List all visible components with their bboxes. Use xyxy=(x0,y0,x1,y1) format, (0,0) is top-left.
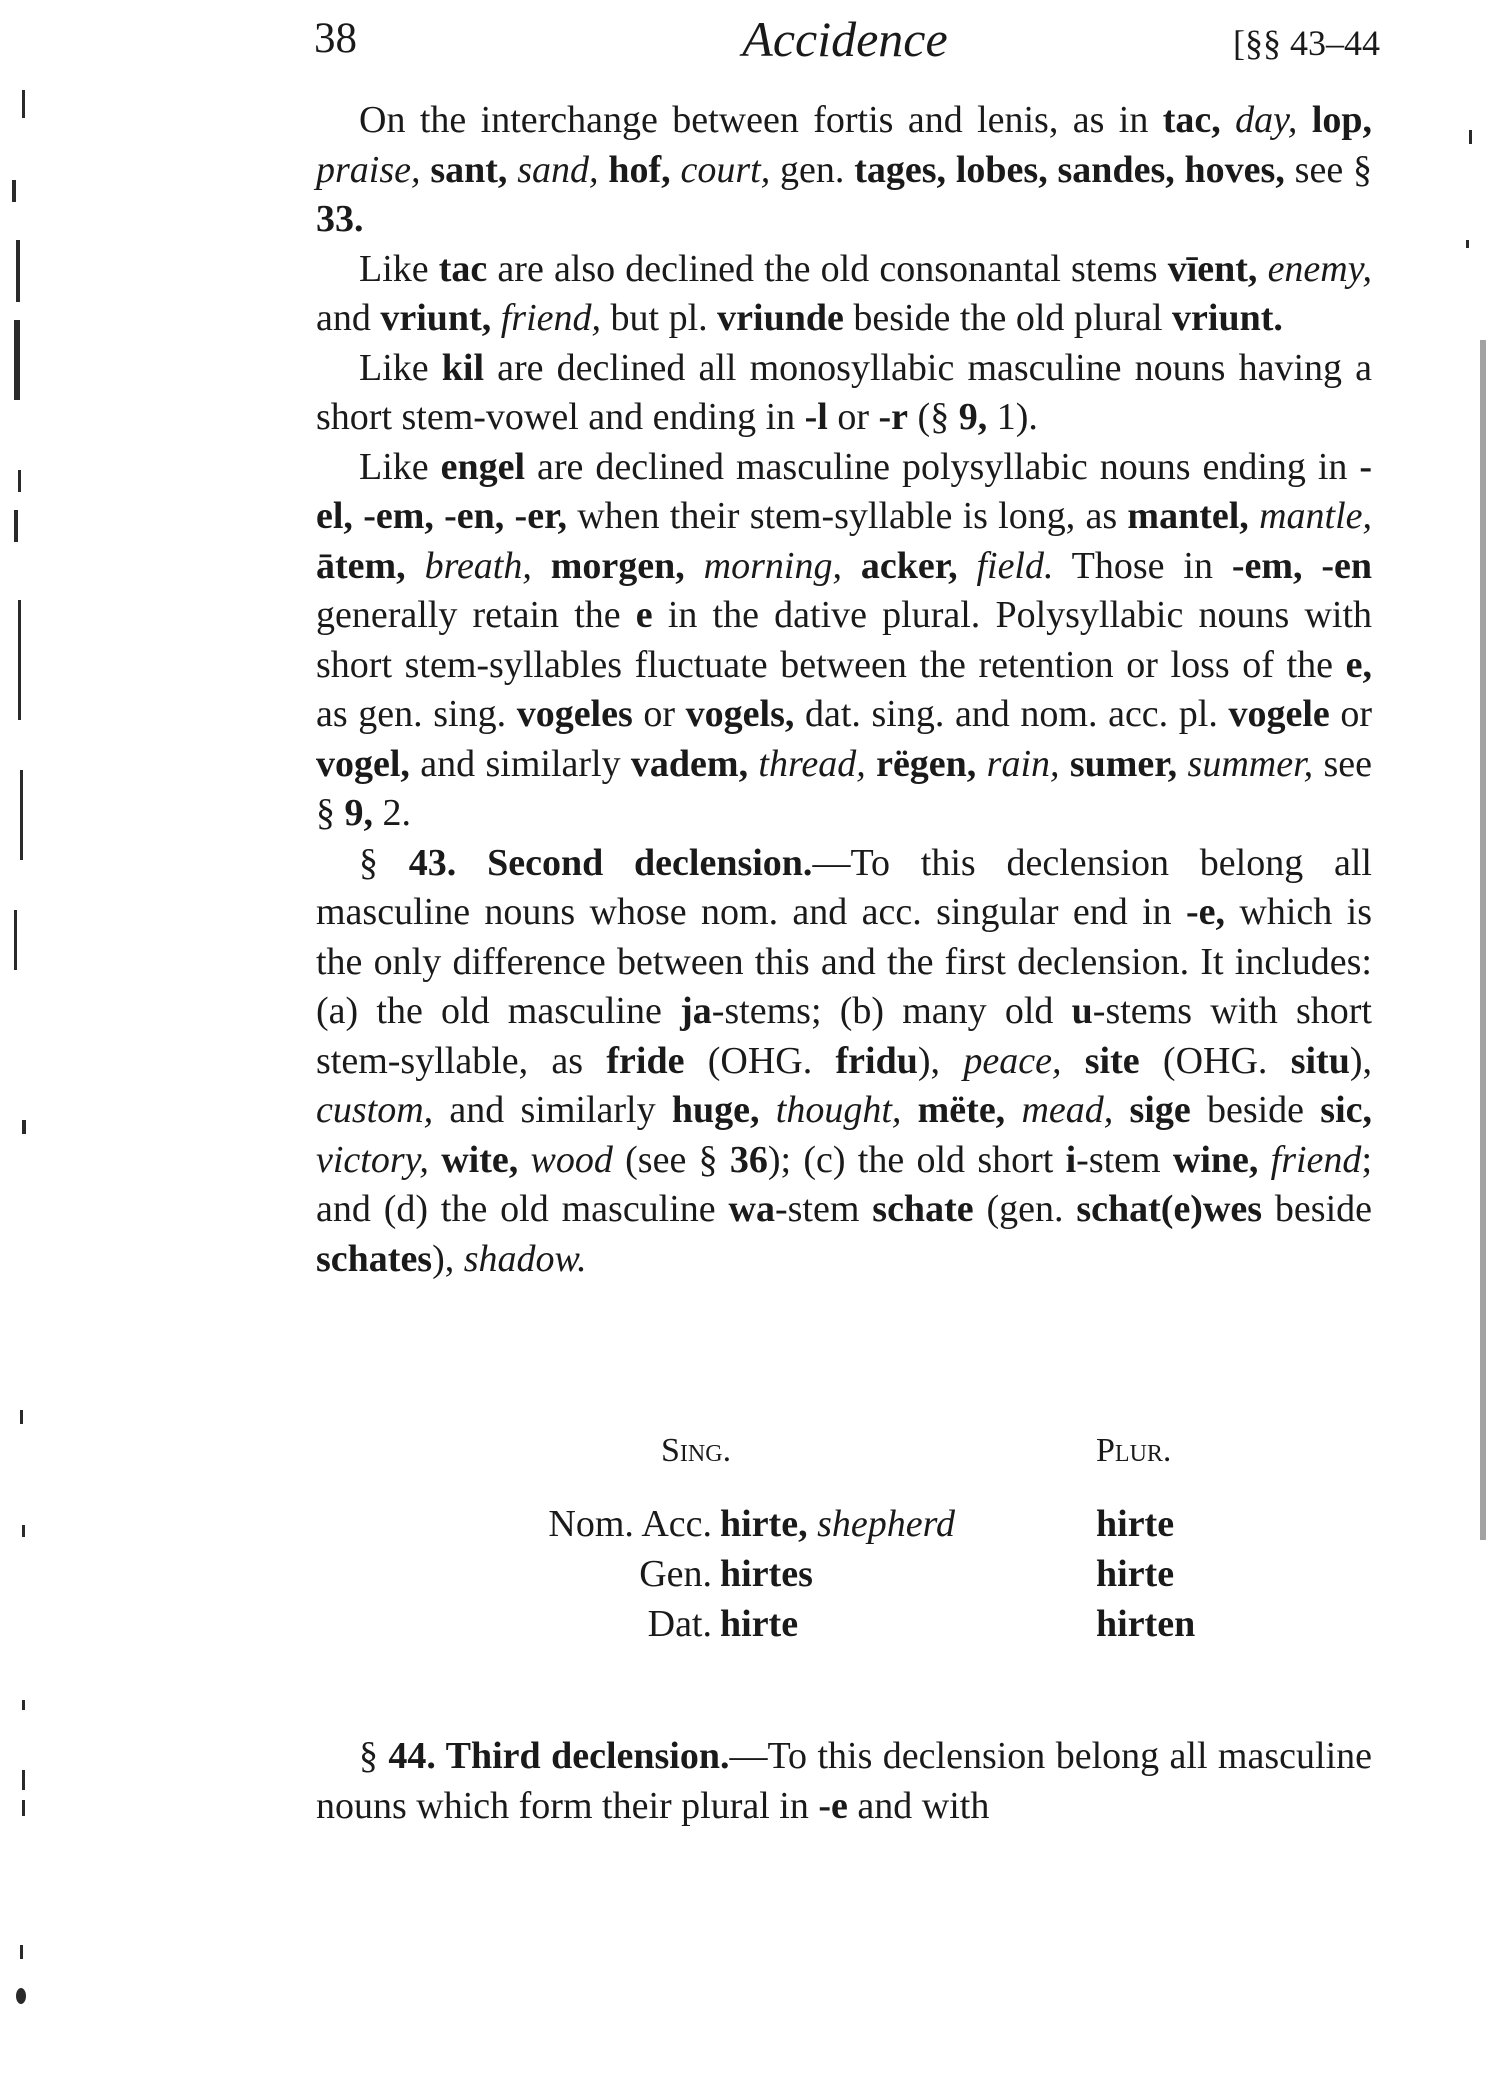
bold-term: -el, -em, -en, -er, xyxy=(316,445,1372,537)
text-run: see § xyxy=(316,742,1373,834)
text-run xyxy=(958,545,977,587)
text-run: are declined masculine polysyllabic nouns ending in xyxy=(525,445,1360,488)
text-run: in the dative plural. Polysyllabic nouns with short stem-syllables fluctuate between the retention or loss of the xyxy=(316,594,1373,686)
text-run: On the interchange between fortis and lenis, as in xyxy=(359,99,1163,141)
italic-gloss: thread, xyxy=(758,742,866,785)
scan-speck xyxy=(20,770,23,860)
bold-term: -r xyxy=(878,396,909,438)
scan-speck xyxy=(22,1770,25,1790)
bold-term: -e, xyxy=(1186,891,1226,933)
text-run xyxy=(406,545,425,587)
bold-term: schat(e)wes xyxy=(1076,1188,1263,1230)
text-run: -stems; (b) many old xyxy=(711,990,1072,1032)
singular-word: hirte, xyxy=(720,1503,808,1545)
case-label: Nom. Acc. xyxy=(548,1503,712,1545)
bold-term: hof, xyxy=(608,148,671,191)
running-header xyxy=(310,6,1380,76)
bold-term: e, xyxy=(1345,643,1372,686)
running-title: Accidence xyxy=(742,11,948,67)
scan-speck xyxy=(22,90,25,118)
italic-gloss: praise, xyxy=(316,148,421,191)
scan-speck xyxy=(16,240,20,302)
bold-term: tages, lobes, sandes, hoves, xyxy=(854,148,1285,191)
paragraph xyxy=(316,1732,1372,1831)
singular-form: hirtes xyxy=(720,1553,813,1595)
scan-speck xyxy=(12,180,16,202)
text-run xyxy=(671,149,681,191)
bold-term: 33. xyxy=(316,198,364,240)
text-run: or xyxy=(1329,693,1373,735)
plural-form: hirte xyxy=(1096,1553,1175,1595)
text-run xyxy=(518,1139,530,1181)
text-run: which is the only difference between this and the first declension. It includes: (a) the old masculine xyxy=(316,891,1372,1032)
bold-term: vīent, xyxy=(1167,247,1258,290)
bold-term: wite, xyxy=(441,1138,519,1181)
scan-speck xyxy=(14,910,17,970)
text-run xyxy=(429,1139,441,1181)
bold-term: vogeles xyxy=(516,693,633,735)
text-run: -stems with short stem-syllable, as xyxy=(316,990,1372,1082)
paragraph xyxy=(316,245,1372,344)
text-run xyxy=(1297,99,1311,141)
text-run: Like xyxy=(359,445,441,488)
text-run: (see § xyxy=(612,1138,730,1181)
text-run xyxy=(1257,248,1267,290)
bold-term: kil xyxy=(441,346,485,389)
text-run xyxy=(507,149,517,191)
text-run: ); (c) the old short xyxy=(767,1138,1066,1181)
text-run: but pl. xyxy=(601,297,718,339)
singular-header: Sing. xyxy=(661,1432,732,1469)
text-run: dat. sing. and nom. acc. pl. xyxy=(794,693,1229,735)
italic-gloss: wood xyxy=(530,1138,613,1181)
page-number: 38 xyxy=(314,15,357,62)
italic-gloss: mead, xyxy=(1021,1089,1114,1131)
closing-paragraph-container xyxy=(316,1732,1372,1831)
italic-gloss: thought, xyxy=(775,1089,902,1131)
text-run: beside the old plural xyxy=(843,297,1173,339)
italic-gloss: custom, xyxy=(316,1089,434,1131)
bold-term: morgen, xyxy=(550,544,685,587)
text-run: ), xyxy=(1349,1039,1372,1082)
paragraph xyxy=(316,443,1372,839)
italic-gloss: peace, xyxy=(963,1039,1062,1082)
text-run: (OHG. xyxy=(1139,1039,1291,1082)
text-run xyxy=(1060,743,1070,785)
scan-speck xyxy=(14,510,18,542)
text-run xyxy=(491,297,501,339)
case-label: Gen. xyxy=(639,1553,712,1595)
scan-speck xyxy=(16,1988,26,2004)
bold-term: rëgen, xyxy=(876,742,977,785)
text-run xyxy=(1005,1089,1021,1131)
text-run: § xyxy=(359,1735,389,1777)
text-run: ), xyxy=(917,1039,964,1082)
bold-term: -e xyxy=(818,1784,848,1827)
italic-gloss: friend xyxy=(1270,1138,1362,1181)
italic-gloss: enemy, xyxy=(1267,247,1373,290)
bold-term: fridu xyxy=(835,1039,918,1082)
singular-form: hirte xyxy=(720,1603,799,1645)
bold-term: 36 xyxy=(729,1138,768,1181)
scan-speck xyxy=(22,1800,25,1816)
bold-term: huge, xyxy=(671,1089,760,1131)
text-run: and similarly xyxy=(433,1089,672,1131)
bold-term: sant, xyxy=(430,148,508,191)
paragraph xyxy=(316,839,1372,1285)
text-run xyxy=(599,149,609,191)
text-run xyxy=(532,545,551,587)
text-run: or xyxy=(632,693,686,735)
bold-term: vogele xyxy=(1228,693,1330,735)
bold-term: acker, xyxy=(860,544,958,587)
text-run: when their stem-syllable is long, as xyxy=(566,495,1128,537)
scan-speck xyxy=(20,1945,23,1959)
text-run: Like xyxy=(359,247,439,290)
plural-form: hirten xyxy=(1096,1603,1196,1645)
text-run xyxy=(685,545,704,587)
bold-term: schate xyxy=(872,1188,974,1230)
text-run xyxy=(866,743,876,785)
text-run: —To this declension belong all masculine nouns which form their plural in xyxy=(316,1735,1372,1827)
bold-term: sic, xyxy=(1320,1089,1373,1131)
bold-term: 9, xyxy=(958,396,988,438)
bold-term: site xyxy=(1084,1039,1140,1082)
text-run xyxy=(842,545,861,587)
text-run xyxy=(421,149,431,191)
text-run: or xyxy=(827,396,879,438)
italic-gloss: victory, xyxy=(316,1138,429,1181)
text-run: 1). xyxy=(987,396,1038,438)
text-run: see § xyxy=(1284,148,1373,191)
body-text xyxy=(316,96,1372,1284)
scan-speck xyxy=(22,1120,26,1134)
plural-form: hirte xyxy=(1096,1503,1175,1545)
bold-term: tac, xyxy=(1162,99,1221,141)
plural-header: Plur. xyxy=(1096,1432,1172,1469)
bold-term: vadem, xyxy=(630,742,749,785)
text-run: Those in xyxy=(1053,544,1232,587)
bold-term: vriunt, xyxy=(380,297,492,339)
text-run: (gen. xyxy=(973,1188,1077,1230)
text-run: ; and (d) the old masculine xyxy=(316,1138,1372,1230)
bold-term: ātem, xyxy=(316,544,406,587)
scan-speck xyxy=(18,600,21,720)
scan-speck xyxy=(1466,240,1469,248)
case-label: Dat. xyxy=(647,1603,712,1645)
text-run: —To this declension belong all masculine nouns whose nom. and acc. singular end in xyxy=(316,841,1372,933)
bold-term: sumer, xyxy=(1069,742,1178,785)
scan-speck xyxy=(22,1700,25,1710)
italic-gloss: day, xyxy=(1235,99,1298,141)
text-run: generally retain the xyxy=(316,594,636,636)
text-run xyxy=(1249,495,1259,537)
text-run: (OHG. xyxy=(684,1039,836,1082)
italic-gloss: summer, xyxy=(1187,742,1314,785)
gloss: shepherd xyxy=(817,1503,955,1545)
bold-term: vriunt. xyxy=(1172,297,1283,339)
bold-term: wa xyxy=(728,1188,775,1230)
text-run xyxy=(1221,99,1235,141)
bold-term: 9, xyxy=(344,792,373,834)
bold-term: schates xyxy=(316,1237,433,1280)
declension-paradigm xyxy=(316,1432,1372,1692)
text-run: -stem xyxy=(1076,1138,1173,1181)
text-run: beside xyxy=(1262,1188,1373,1230)
bold-term: vogel, xyxy=(316,742,410,785)
text-run xyxy=(976,743,986,785)
bold-term: fride xyxy=(606,1039,685,1082)
italic-gloss: court, xyxy=(680,148,771,191)
bold-term: -em, -en xyxy=(1231,544,1373,587)
page-edge-shadow xyxy=(1480,340,1486,1540)
scan-speck xyxy=(22,1525,25,1537)
text-run: § xyxy=(359,841,409,884)
italic-gloss: friend, xyxy=(500,297,602,339)
italic-gloss: sand, xyxy=(517,148,599,191)
bold-term: vriunde xyxy=(717,297,844,339)
text-run: beside xyxy=(1190,1089,1321,1131)
bold-term: tac xyxy=(438,247,488,290)
bold-term: engel xyxy=(440,445,526,488)
scan-speck xyxy=(18,470,21,492)
italic-gloss: mantle, xyxy=(1259,495,1372,537)
bold-term: i xyxy=(1065,1138,1077,1181)
text-run: and with xyxy=(847,1784,990,1827)
italic-gloss: morning, xyxy=(703,544,842,587)
bold-term: -l xyxy=(804,396,828,438)
scan-speck xyxy=(20,1410,23,1424)
bold-term: 43. Second declension. xyxy=(408,841,813,884)
text-run: and xyxy=(316,297,381,339)
text-run: are declined all monosyllabic masculine nouns having a short stem-vowel and ending in xyxy=(316,346,1372,438)
section-reference: [§§ 43–44 xyxy=(1233,23,1380,63)
bold-term: 44. Third declension. xyxy=(388,1735,730,1777)
text-run: are also declined the old consonantal stems xyxy=(487,247,1168,290)
italic-gloss: rain, xyxy=(986,742,1060,785)
bold-term: u xyxy=(1071,990,1093,1032)
italic-gloss: breath, xyxy=(424,544,532,587)
italic-gloss: shadow. xyxy=(463,1237,587,1280)
text-run xyxy=(760,1089,776,1131)
bold-term: vogels, xyxy=(685,693,795,735)
text-run xyxy=(1177,743,1187,785)
text-run: ), xyxy=(432,1237,464,1280)
text-run: and similarly xyxy=(409,742,631,785)
bold-term: e xyxy=(635,594,653,636)
text-run xyxy=(748,743,758,785)
text-run: (§ xyxy=(908,396,959,438)
singular-form xyxy=(720,1502,955,1546)
bold-term: situ xyxy=(1290,1039,1350,1082)
text-run xyxy=(1061,1040,1084,1082)
paragraph xyxy=(316,344,1372,443)
bold-term: mantel, xyxy=(1127,495,1249,537)
text-run xyxy=(901,1089,917,1131)
text-run xyxy=(1258,1139,1270,1181)
text-run: as gen. sing. xyxy=(316,693,517,735)
bold-term: sige xyxy=(1129,1089,1191,1131)
bold-term: lop, xyxy=(1311,99,1373,141)
text-run xyxy=(1113,1089,1129,1131)
scan-speck xyxy=(14,320,20,400)
text-run: 2. xyxy=(373,792,411,834)
text-run: gen. xyxy=(770,148,855,191)
bold-term: ja xyxy=(680,990,712,1032)
scan-speck xyxy=(1469,130,1472,144)
bold-term: mëte, xyxy=(917,1089,1006,1131)
bold-term: wine, xyxy=(1172,1138,1259,1181)
paragraph xyxy=(316,96,1372,245)
italic-gloss: field. xyxy=(976,544,1054,587)
text-run: -stem xyxy=(774,1188,873,1230)
text-run: Like xyxy=(359,346,442,389)
